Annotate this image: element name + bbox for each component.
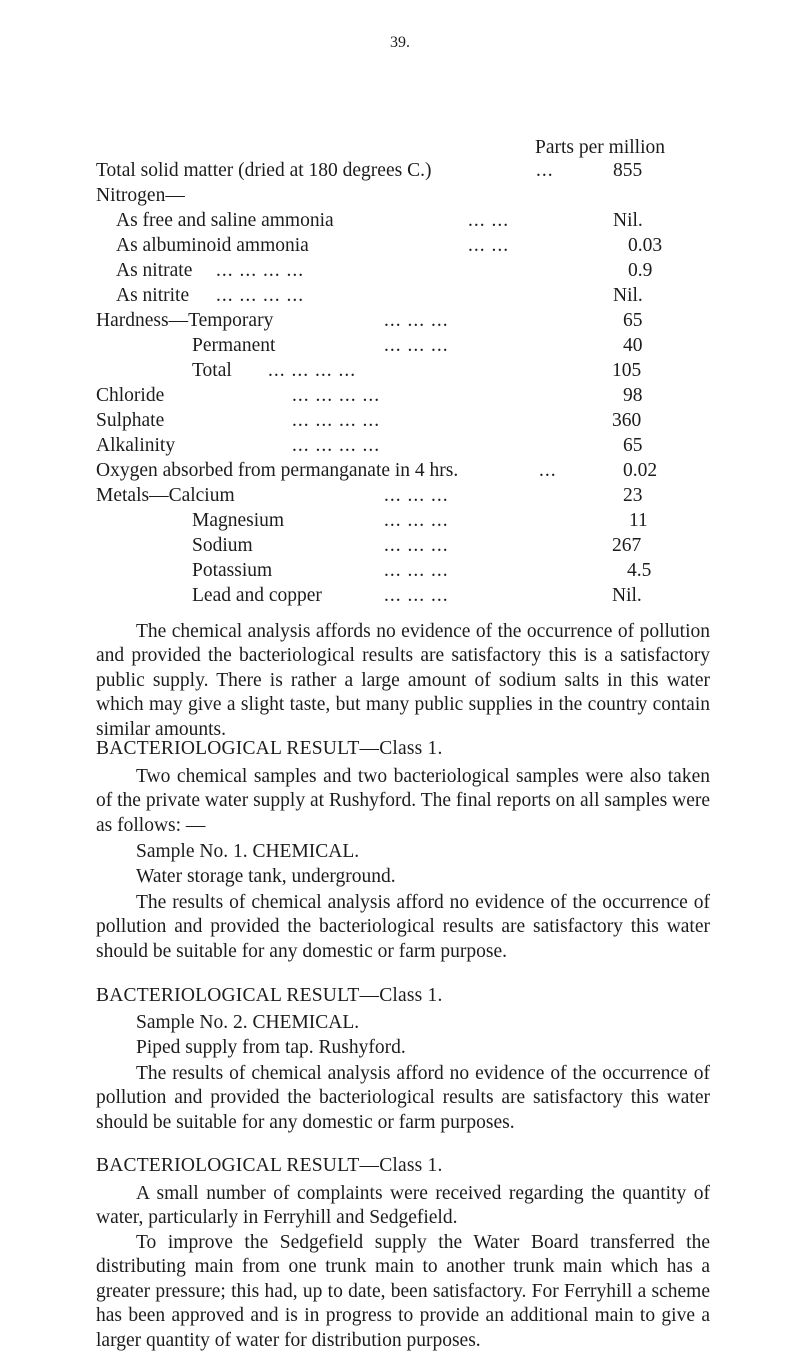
row-leaders: ... ... ... — [384, 535, 449, 556]
sample-2-result-text: The results of chemical analysis afford no evidence of the occurrence of pollution and provided the bacteriological results are satisfactory this water should be suitable for any domestic or farm purposes. — [96, 1063, 710, 1133]
row-value: 4.5 — [627, 560, 652, 581]
row-label: Potassium — [192, 560, 273, 581]
paragraph-rushyford-samples: Two chemical samples and two bacteriological samples were also taken of the private water supply at Rushyford. The final reports on all samples were as follows: — — [96, 766, 710, 836]
row-value: 98 — [623, 385, 643, 406]
row-label: Sulphate — [96, 410, 165, 431]
row-value: 360 — [612, 410, 642, 431]
table-row — [96, 385, 716, 409]
row-leaders: ... ... — [468, 210, 510, 231]
row-label: Total solid matter (dried at 180 degrees C.) — [96, 160, 432, 181]
row-label: Sodium — [192, 535, 253, 556]
table-row — [96, 310, 716, 334]
row-leaders: ... ... ... — [384, 510, 449, 531]
row-label: Permanent — [192, 335, 276, 356]
sample-2-source: Piped supply from tap. Rushyford. — [136, 1037, 406, 1058]
sample-2-title: Sample No. 2. CHEMICAL. — [136, 1012, 360, 1033]
row-value: Nil. — [612, 585, 642, 606]
bacteriological-result-heading: BACTERIOLOGICAL RESULT—Class 1. — [96, 738, 443, 759]
row-label: Total — [192, 360, 232, 381]
row-leaders: ... ... ... ... — [216, 260, 305, 281]
table-row — [116, 235, 716, 259]
row-label: Alkalinity — [96, 435, 176, 456]
row-label: As nitrite — [116, 285, 190, 306]
row-leaders: ... ... ... ... — [292, 410, 381, 431]
row-leaders: ... ... ... ... — [292, 435, 381, 456]
bacteriological-result-heading: BACTERIOLOGICAL RESULT—Class 1. — [96, 1155, 443, 1176]
row-label: Nitrogen— — [96, 185, 185, 206]
row-label: Lead and copper — [192, 585, 322, 606]
table-row — [192, 585, 716, 609]
table-row — [116, 210, 716, 234]
sample-1-source: Water storage tank, underground. — [136, 866, 396, 887]
row-label: Magnesium — [192, 510, 285, 531]
paragraph-complaints: A small number of complaints were received regarding the quantity of water, particularly in Ferryhill and Sedgefield. — [96, 1183, 710, 1229]
table-row — [96, 160, 716, 184]
row-label: Hardness—Temporary — [96, 310, 274, 331]
row-value: 267 — [612, 535, 642, 556]
row-label: Metals—Calcium — [96, 485, 235, 506]
row-leaders: ... — [536, 160, 554, 181]
row-value: 65 — [623, 310, 643, 331]
row-value: 0.03 — [628, 235, 663, 256]
row-leaders: ... ... — [468, 235, 510, 256]
row-value: 40 — [623, 335, 643, 356]
table-row — [192, 535, 716, 559]
table-row — [96, 435, 716, 459]
table-row — [116, 260, 716, 284]
row-leaders: ... ... ... — [384, 585, 449, 606]
row-value: Nil. — [613, 285, 643, 306]
row-value: 105 — [612, 360, 642, 381]
table-row — [96, 410, 716, 434]
row-leaders: ... ... ... ... — [292, 385, 381, 406]
table-row — [96, 185, 716, 209]
row-leaders: ... ... ... — [384, 310, 449, 331]
row-leaders: ... ... ... — [384, 335, 449, 356]
table-row — [116, 285, 716, 309]
sample-1-title: Sample No. 1. CHEMICAL. — [136, 841, 360, 862]
paragraph-analysis-conclusion: The chemical analysis affords no evidence of the occurrence of pollution and provided the bacteriological results are satisfactory this is a satisfactory public supply. There is rather a large amount of sodium salts in this water which may give a slight taste, but many public supplies in the country contain similar amounts. — [96, 621, 710, 740]
row-value: 23 — [623, 485, 643, 506]
row-label: Chloride — [96, 385, 165, 406]
row-leaders: ... — [539, 460, 557, 481]
table-row — [96, 485, 716, 509]
table-row — [192, 510, 716, 534]
row-value: 11 — [629, 510, 648, 531]
table-row — [192, 360, 716, 384]
row-value: 0.9 — [628, 260, 653, 281]
row-leaders: ... ... ... ... — [268, 360, 357, 381]
row-value: 65 — [623, 435, 643, 456]
row-value: 855 — [613, 160, 643, 181]
row-leaders: ... ... ... ... — [216, 285, 305, 306]
page-number: 39. — [390, 34, 410, 51]
row-leaders: ... ... ... — [384, 485, 449, 506]
row-value: Nil. — [613, 210, 643, 231]
row-label: Oxygen absorbed from permanganate in 4 hrs. — [96, 460, 459, 481]
row-label: As free and saline ammonia — [116, 210, 334, 231]
row-value: 0.02 — [623, 460, 658, 481]
row-leaders: ... ... ... — [384, 560, 449, 581]
sample-1-result-text: The results of chemical analysis afford no evidence of the occurrence of pollution and provided the bacteriological results are satisfactory this water should be suitable for any domestic or farm purpose. — [96, 892, 710, 962]
paragraph-supply-improvements: To improve the Sedgefield supply the Water Board transferred the distributing main from one trunk main to another trunk main which has a greater pressure; this had, up to date, been satisfactory. For Ferryhill a scheme has been approved and is in progress to provide an additional main to give a larger quantity of water for distribution purposes. — [96, 1232, 710, 1351]
table-row — [192, 335, 716, 359]
row-label: As nitrate — [116, 260, 193, 281]
row-label: As albuminoid ammonia — [116, 235, 309, 256]
table-row — [96, 460, 716, 484]
table-row — [192, 560, 716, 584]
bacteriological-result-heading: BACTERIOLOGICAL RESULT—Class 1. — [96, 985, 443, 1006]
units-header: Parts per million — [535, 137, 665, 158]
